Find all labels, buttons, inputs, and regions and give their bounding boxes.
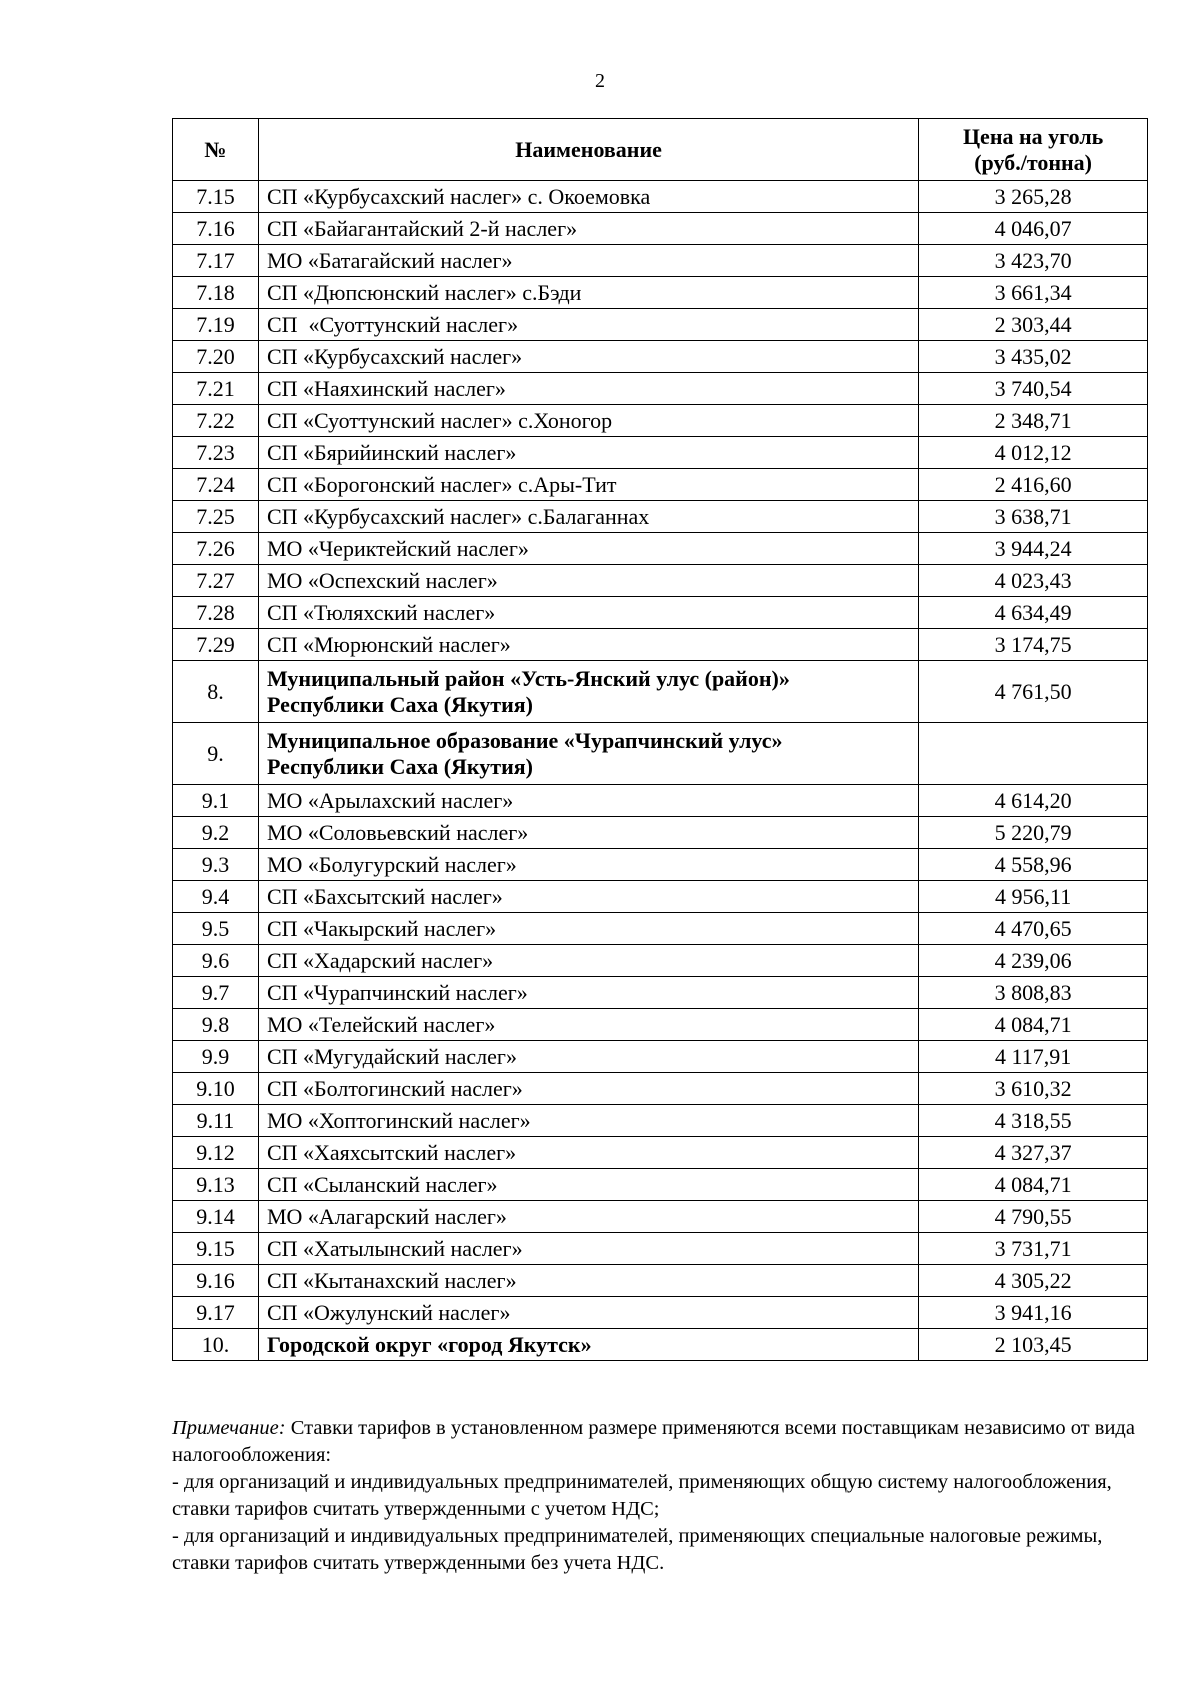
row-number: 9.7 bbox=[173, 977, 259, 1009]
row-name: СП «Мугудайский наслег» bbox=[258, 1041, 918, 1073]
table-row bbox=[173, 1265, 1148, 1297]
row-price: 4 634,49 bbox=[919, 597, 1148, 629]
row-name-line1: Муниципальный район «Усть-Янский улус (район)» bbox=[266, 666, 790, 692]
row-price: 4 614,20 bbox=[919, 785, 1148, 817]
table-row bbox=[173, 945, 1148, 977]
row-price bbox=[919, 723, 1148, 785]
table-row bbox=[173, 405, 1148, 437]
row-name: СП «Курбусахский наслег» с. Окоемовка bbox=[258, 181, 918, 213]
row-name bbox=[258, 661, 918, 723]
footnote-text: Ставки тарифов в установленном размере применяются всеми поставщикам независимо от вида налогообложения: bbox=[172, 1417, 1135, 1466]
table-row bbox=[173, 213, 1148, 245]
table-row bbox=[173, 1105, 1148, 1137]
row-name: СП «Суоттунский наслег» bbox=[258, 309, 918, 341]
row-number: 8. bbox=[173, 661, 259, 723]
row-number: 7.22 bbox=[173, 405, 259, 437]
row-number: 7.24 bbox=[173, 469, 259, 501]
row-price: 2 303,44 bbox=[919, 309, 1148, 341]
row-name: СП «Бярийинский наслег» bbox=[258, 437, 918, 469]
row-price: 4 012,12 bbox=[919, 437, 1148, 469]
row-price: 4 084,71 bbox=[919, 1169, 1148, 1201]
row-price: 4 046,07 bbox=[919, 213, 1148, 245]
row-price: 3 610,32 bbox=[919, 1073, 1148, 1105]
table-row bbox=[173, 1137, 1148, 1169]
row-name: МО «Батагайский наслег» bbox=[258, 245, 918, 277]
row-number: 9.8 bbox=[173, 1009, 259, 1041]
row-price: 3 941,16 bbox=[919, 1297, 1148, 1329]
row-price: 4 318,55 bbox=[919, 1105, 1148, 1137]
row-name: СП «Сыланский наслег» bbox=[258, 1169, 918, 1201]
table-row bbox=[173, 1233, 1148, 1265]
table-row bbox=[173, 277, 1148, 309]
row-number: 9.13 bbox=[173, 1169, 259, 1201]
row-name: МО «Соловьевский наслег» bbox=[258, 817, 918, 849]
row-number: 9.4 bbox=[173, 881, 259, 913]
row-price: 2 103,45 bbox=[919, 1329, 1148, 1361]
row-number: 7.23 bbox=[173, 437, 259, 469]
row-number: 7.29 bbox=[173, 629, 259, 661]
row-price: 4 761,50 bbox=[919, 661, 1148, 723]
header-price-line2: (руб./тонна) bbox=[974, 149, 1093, 175]
row-name: СП «Кытанахский наслег» bbox=[258, 1265, 918, 1297]
row-number: 7.18 bbox=[173, 277, 259, 309]
row-number: 9.5 bbox=[173, 913, 259, 945]
row-price: 3 731,71 bbox=[919, 1233, 1148, 1265]
row-name: МО «Оспехский наслег» bbox=[258, 565, 918, 597]
row-price: 4 023,43 bbox=[919, 565, 1148, 597]
table-row bbox=[173, 309, 1148, 341]
row-name: Городской округ «город Якутск» bbox=[258, 1329, 918, 1361]
row-number: 7.21 bbox=[173, 373, 259, 405]
row-price: 4 084,71 bbox=[919, 1009, 1148, 1041]
row-name-line1: Муниципальное образование «Чурапчинский улус» bbox=[266, 728, 783, 754]
row-name: СП «Байагантайский 2-й наслег» bbox=[258, 213, 918, 245]
row-number: 9.15 bbox=[173, 1233, 259, 1265]
row-price: 4 790,55 bbox=[919, 1201, 1148, 1233]
table-body bbox=[173, 181, 1148, 1361]
header-number: № bbox=[173, 119, 259, 181]
table-row bbox=[173, 1297, 1148, 1329]
row-number: 7.15 bbox=[173, 181, 259, 213]
table-row-section bbox=[173, 661, 1148, 723]
table-row bbox=[173, 1201, 1148, 1233]
table-row bbox=[173, 1169, 1148, 1201]
row-number: 9.2 bbox=[173, 817, 259, 849]
row-price: 4 956,11 bbox=[919, 881, 1148, 913]
row-name: МО «Болугурский наслег» bbox=[258, 849, 918, 881]
footnote-label: Примечание: bbox=[172, 1417, 286, 1439]
row-number: 9.6 bbox=[173, 945, 259, 977]
row-number: 9.3 bbox=[173, 849, 259, 881]
header-price-line1: Цена на уголь bbox=[962, 124, 1104, 150]
table-row bbox=[173, 469, 1148, 501]
table-row bbox=[173, 565, 1148, 597]
footnote-intro bbox=[172, 1415, 1148, 1469]
row-name: СП «Борогонский наслег» с.Ары-Тит bbox=[258, 469, 918, 501]
row-name: СП «Курбусахский наслег» с.Балаганнах bbox=[258, 501, 918, 533]
row-number: 9. bbox=[173, 723, 259, 785]
row-name: МО «Алагарский наслег» bbox=[258, 1201, 918, 1233]
row-price: 3 435,02 bbox=[919, 341, 1148, 373]
table-row bbox=[173, 373, 1148, 405]
header-name: Наименование bbox=[258, 119, 918, 181]
row-name-line2: Республики Саха (Якутия) bbox=[266, 753, 533, 779]
row-name: СП «Мюрюнский наслег» bbox=[258, 629, 918, 661]
row-price: 4 327,37 bbox=[919, 1137, 1148, 1169]
row-price: 4 558,96 bbox=[919, 849, 1148, 881]
row-price: 3 423,70 bbox=[919, 245, 1148, 277]
row-name: МО «Телейский наслег» bbox=[258, 1009, 918, 1041]
coal-price-table bbox=[172, 118, 1148, 1361]
table-row bbox=[173, 501, 1148, 533]
footnote-item: - для организаций и индивидуальных предпринимателей, применяющих общую систему налогообложения, ставки тарифов считать утвержденными с учетом НДС; bbox=[172, 1471, 1112, 1520]
row-name: СП «Хатылынский наслег» bbox=[258, 1233, 918, 1265]
table-row bbox=[173, 1073, 1148, 1105]
table-row bbox=[173, 533, 1148, 565]
row-name: СП «Болтогинский наслег» bbox=[258, 1073, 918, 1105]
table-row bbox=[173, 1041, 1148, 1073]
table-row-section bbox=[173, 1329, 1148, 1361]
table-row bbox=[173, 597, 1148, 629]
row-price: 4 305,22 bbox=[919, 1265, 1148, 1297]
row-number: 9.17 bbox=[173, 1297, 259, 1329]
table-row bbox=[173, 437, 1148, 469]
row-price: 3 265,28 bbox=[919, 181, 1148, 213]
row-name: СП «Дюпсюнский наслег» с.Бэди bbox=[258, 277, 918, 309]
row-number: 7.25 bbox=[173, 501, 259, 533]
row-name: СП «Ожулунский наслег» bbox=[258, 1297, 918, 1329]
row-name: МО «Арылахский наслег» bbox=[258, 785, 918, 817]
row-name: СП «Наяхинский наслег» bbox=[258, 373, 918, 405]
page-number: 2 bbox=[595, 70, 605, 92]
row-price: 2 348,71 bbox=[919, 405, 1148, 437]
table-row bbox=[173, 245, 1148, 277]
table-row bbox=[173, 629, 1148, 661]
footnote-item: - для организаций и индивидуальных предпринимателей, применяющих специальные налоговые режимы, ставки тарифов считать утвержденными без учета НДС. bbox=[172, 1525, 1103, 1574]
row-name-line2: Республики Саха (Якутия) bbox=[266, 691, 533, 717]
table-row-section bbox=[173, 723, 1148, 785]
row-name: СП «Суоттунский наслег» с.Хоногор bbox=[258, 405, 918, 437]
header-price bbox=[919, 119, 1148, 181]
row-number: 9.1 bbox=[173, 785, 259, 817]
table-row bbox=[173, 977, 1148, 1009]
row-price: 3 808,83 bbox=[919, 977, 1148, 1009]
table-header-row bbox=[173, 119, 1148, 181]
table-row bbox=[173, 341, 1148, 373]
row-price: 3 661,34 bbox=[919, 277, 1148, 309]
row-number: 9.16 bbox=[173, 1265, 259, 1297]
row-number: 9.11 bbox=[173, 1105, 259, 1137]
row-number: 7.26 bbox=[173, 533, 259, 565]
row-price: 5 220,79 bbox=[919, 817, 1148, 849]
row-number: 9.14 bbox=[173, 1201, 259, 1233]
row-price: 3 174,75 bbox=[919, 629, 1148, 661]
row-price: 3 740,54 bbox=[919, 373, 1148, 405]
row-price: 3 638,71 bbox=[919, 501, 1148, 533]
row-number: 7.20 bbox=[173, 341, 259, 373]
table-row bbox=[173, 181, 1148, 213]
row-price: 3 944,24 bbox=[919, 533, 1148, 565]
row-number: 9.9 bbox=[173, 1041, 259, 1073]
table-row bbox=[173, 817, 1148, 849]
footnote bbox=[172, 1415, 1148, 1577]
row-name: СП «Хадарский наслег» bbox=[258, 945, 918, 977]
row-number: 7.19 bbox=[173, 309, 259, 341]
row-name: СП «Курбусахский наслег» bbox=[258, 341, 918, 373]
table-row bbox=[173, 881, 1148, 913]
row-price: 2 416,60 bbox=[919, 469, 1148, 501]
row-number: 7.28 bbox=[173, 597, 259, 629]
row-number: 10. bbox=[173, 1329, 259, 1361]
table-row bbox=[173, 785, 1148, 817]
row-name bbox=[258, 723, 918, 785]
row-price: 4 470,65 bbox=[919, 913, 1148, 945]
table-row bbox=[173, 913, 1148, 945]
table-row bbox=[173, 1009, 1148, 1041]
row-name: СП «Тюляхский наслег» bbox=[258, 597, 918, 629]
row-name: МО «Чериктейский наслег» bbox=[258, 533, 918, 565]
row-name: СП «Бахсытский наслег» bbox=[258, 881, 918, 913]
row-price: 4 239,06 bbox=[919, 945, 1148, 977]
row-name: СП «Хаяхсытский наслег» bbox=[258, 1137, 918, 1169]
row-number: 7.17 bbox=[173, 245, 259, 277]
row-price: 4 117,91 bbox=[919, 1041, 1148, 1073]
row-number: 9.10 bbox=[173, 1073, 259, 1105]
row-name: МО «Хоптогинский наслег» bbox=[258, 1105, 918, 1137]
row-name: СП «Чакырский наслег» bbox=[258, 913, 918, 945]
row-number: 7.16 bbox=[173, 213, 259, 245]
table-row bbox=[173, 849, 1148, 881]
row-number: 9.12 bbox=[173, 1137, 259, 1169]
row-name: СП «Чурапчинский наслег» bbox=[258, 977, 918, 1009]
row-number: 7.27 bbox=[173, 565, 259, 597]
